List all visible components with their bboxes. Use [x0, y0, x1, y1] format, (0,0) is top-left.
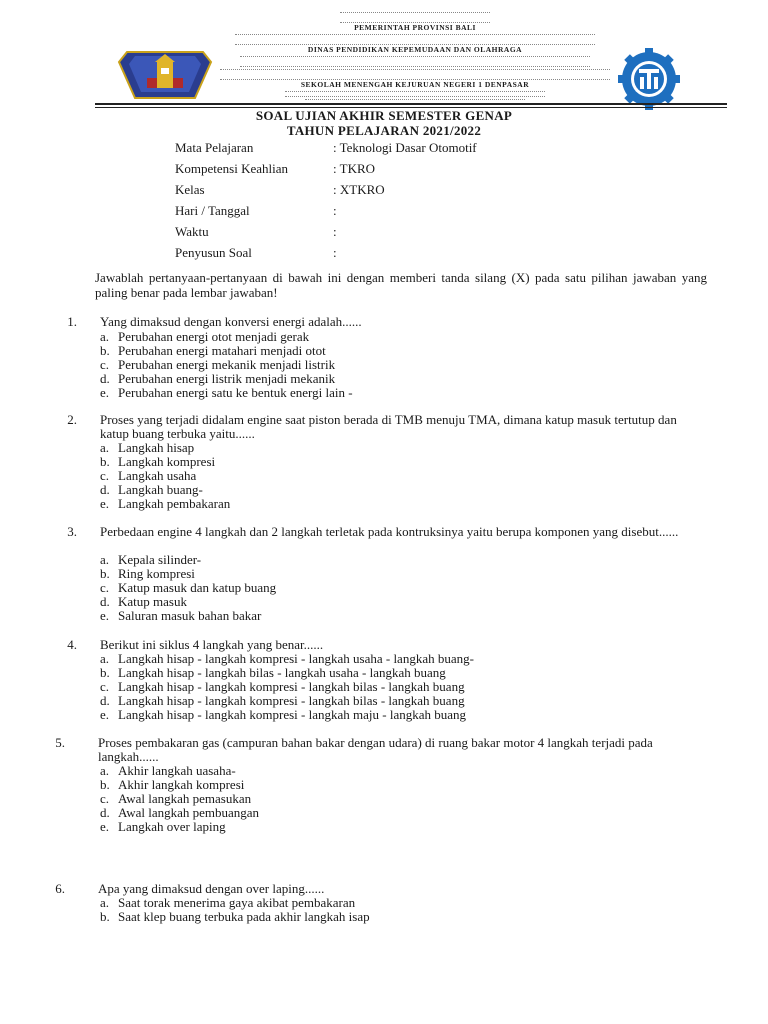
option-letter: b. [100, 777, 110, 792]
option-letter: a. [100, 552, 110, 567]
option-letter: a. [100, 651, 110, 666]
identity-label: Kompetensi Keahlian [175, 161, 288, 176]
option-text: Saluran masuk bahan bakar [118, 608, 262, 623]
identity-label: Mata Pelajaran [175, 140, 254, 155]
option-letter: a. [100, 895, 110, 910]
option-text: Langkah hisap - langkah bilas - langkah usaha - langkah buang [118, 665, 446, 680]
option-letter: b. [100, 665, 110, 680]
balinese-script-line [240, 56, 590, 67]
identity-value: : [333, 245, 337, 260]
option-letter: e. [100, 385, 110, 400]
option-text: Perubahan energi listrik menjadi mekanik [118, 371, 336, 386]
option-text: Akhir langkah kompresi [118, 777, 245, 792]
question-text: Proses pembakaran gas (campuran bahan bakar dengan udara) di ruang bakar motor 4 langkah terjadi pada langkah...... [98, 735, 653, 764]
exam-title: SOAL UJIAN AKHIR SEMESTER GENAP [255, 108, 513, 123]
option-letter: c. [100, 580, 110, 595]
option-text: Perubahan energi matahari menjadi otot [118, 343, 326, 358]
letterhead-text [215, 10, 615, 105]
option-text: Awal langkah pembuangan [118, 805, 260, 820]
option-text: Langkah pembakaran [118, 496, 231, 511]
option-text: Akhir langkah uasaha- [118, 763, 236, 778]
identity-label: Hari / Tanggal [175, 203, 250, 218]
letterhead-divider [95, 103, 727, 105]
question-text: Proses yang terjadi didalam engine saat piston berada di TMB menuju TMA, dimana katup masuk tertutup dan katup buang terbuka yaitu...... [100, 412, 677, 441]
option-text: Langkah buang- [118, 482, 203, 497]
option-letter: e. [100, 496, 110, 511]
option-text: Langkah usaha [118, 468, 197, 483]
balinese-script-line [235, 34, 595, 45]
option-letter: c. [100, 679, 110, 694]
letterhead-line-3: SEKOLAH MENENGAH KEJURUAN NEGERI 1 DENPASAR [300, 80, 530, 89]
question-number: 4. [67, 637, 77, 652]
option-text: Perubahan energi satu ke bentuk energi lain - [118, 385, 353, 400]
option-text: Perubahan energi mekanik menjadi listrik [118, 357, 336, 372]
identity-value: : Teknologi Dasar Otomotif [333, 140, 477, 155]
identity-value: : TKRO [333, 161, 376, 176]
address-line [285, 91, 545, 97]
option-letter: e. [100, 608, 110, 623]
question-number: 5. [55, 735, 65, 750]
option-letter: c. [100, 468, 110, 483]
option-text: Kepala silinder- [118, 552, 202, 567]
letterhead [95, 10, 725, 105]
question-number: 2. [67, 412, 77, 427]
question-number: 1. [67, 314, 77, 329]
option-letter: e. [100, 819, 110, 834]
option-text: Perubahan energi otot menjadi gerak [118, 329, 310, 344]
question-text: Apa yang dimaksud dengan over laping...... [98, 881, 325, 896]
option-text: Langkah hisap - langkah kompresi - langkah maju - langkah buang [118, 707, 467, 722]
option-letter: e. [100, 707, 110, 722]
option-letter: d. [100, 482, 110, 497]
instructions: Jawablah pertanyaan-pertanyaan di bawah ini dengan memberi tanda silang (X) pada satu pilihan jawaban yang paling benar pada lembar jawaban! [95, 270, 707, 300]
question-text: Yang dimaksud dengan konversi energi adalah...... [100, 314, 362, 329]
option-letter: d. [100, 693, 110, 708]
option-letter: d. [100, 371, 110, 386]
option-text: Langkah hisap [118, 440, 195, 455]
option-text: Saat klep buang terbuka pada akhir langkah isap [118, 909, 370, 924]
balinese-script-line [340, 12, 490, 23]
option-text: Langkah hisap - langkah kompresi - langkah bilas - langkah buang [118, 679, 465, 694]
option-letter: b. [100, 566, 110, 581]
question-text: Perbedaan engine 4 langkah dan 2 langkah terletak pada kontruksinya yaitu berupa komponen yang disebut...... [100, 524, 679, 539]
option-text: Langkah hisap - langkah kompresi - langkah usaha - langkah buang- [118, 651, 474, 666]
bali-province-logo [117, 48, 213, 102]
option-letter: b. [100, 343, 110, 358]
option-letter: b. [100, 909, 110, 924]
balinese-script-line [220, 69, 610, 80]
option-text: Saat torak menerima gaya akibat pembakaran [118, 895, 356, 910]
question-text: Berikut ini siklus 4 langkah yang benar...... [100, 637, 324, 652]
identity-label: Kelas [175, 182, 205, 197]
option-text: Awal langkah pemasukan [118, 791, 252, 806]
option-letter: b. [100, 454, 110, 469]
option-text: Ring kompresi [118, 566, 195, 581]
option-letter: d. [100, 805, 110, 820]
option-letter: a. [100, 763, 110, 778]
smk-gear-logo [615, 48, 683, 110]
identity-value: : XTKRO [333, 182, 385, 197]
exam-year: TAHUN PELAJARAN 2021/2022 [286, 123, 482, 138]
option-letter: d. [100, 594, 110, 609]
option-letter: a. [100, 329, 110, 344]
question-number: 6. [55, 881, 65, 896]
letterhead-line-2: DINAS PENDIDIKAN KEPEMUDAAN DAN OLAHRAGA [307, 45, 523, 54]
option-text: Langkah over laping [118, 819, 226, 834]
letterhead-line-1: PEMERINTAH PROVINSI BALI [354, 23, 476, 32]
option-text: Katup masuk dan katup buang [118, 580, 277, 595]
question-number: 3. [67, 524, 77, 539]
option-text: Katup masuk [118, 594, 187, 609]
identity-value: : [333, 203, 337, 218]
option-letter: a. [100, 440, 110, 455]
identity-label: Penyusun Soal [175, 245, 252, 260]
identity-value: : [333, 224, 337, 239]
option-letter: c. [100, 357, 110, 372]
option-letter: c. [100, 791, 110, 806]
option-text: Langkah kompresi [118, 454, 216, 469]
identity-label: Waktu [175, 224, 209, 239]
option-text: Langkah hisap - langkah kompresi - langkah bilas - langkah buang [118, 693, 465, 708]
